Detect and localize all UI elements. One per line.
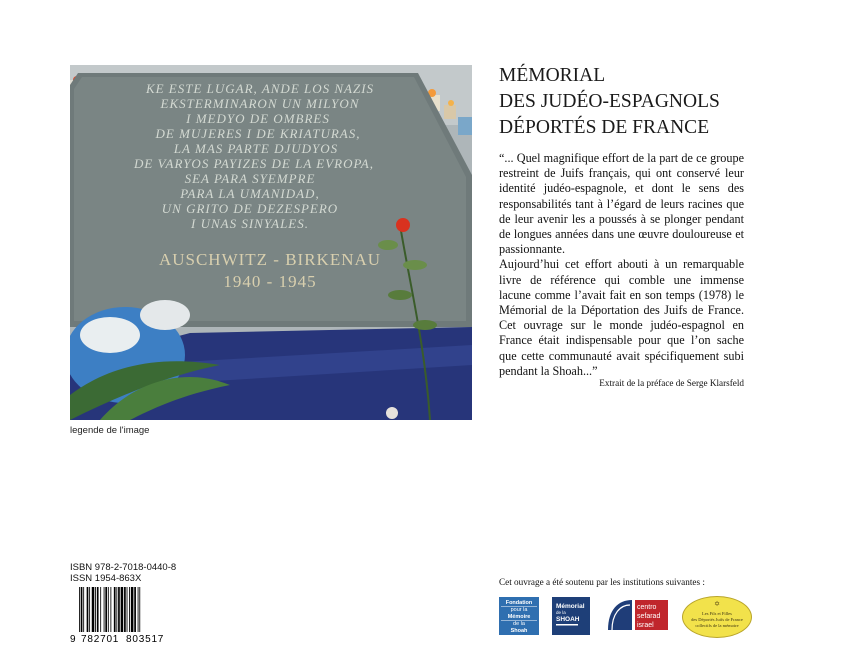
plaque-line: DE MUJERES I DE KRIATURAS, [155,126,361,141]
barcode-first-digit: 9 [70,634,76,643]
barcode-bar [87,587,89,632]
title-line: MÉMORIAL [499,65,606,86]
fondation-memoire-shoah-logo [499,597,539,635]
logo-text: Mémoire [507,614,531,620]
barcode-bar [114,587,116,632]
barcode-bar [104,587,105,632]
excerpt-paragraph: Aujourd’hui cet effort abouti à un remarquable livre de référence qui comble une immense lacune comme l’avait fait en son temps (1978) le Mémorial de la Déportation des Juifs de France. Cet ouvrage sur le monde judéo-espagnol en France était indispensable pour que l’on sache que cette communauté avait spécifiquement subi pendant la Shoah...” [499,257,744,378]
plaque-line: SEA PARA SYEMPRE [184,171,316,186]
logo-text: Mémorial [556,603,585,610]
fils-filles-deportes-logo [682,596,752,638]
barcode-bar [134,587,136,632]
preface-excerpt [499,151,744,379]
barcode-bar [129,587,130,632]
plaque-line: I MEDYO DE OMBRES [186,111,330,126]
isbn: ISBN 978-2-7018-0440-8 [70,562,177,573]
barcode-bar [81,587,83,632]
barcode-right-group: 803517 [126,634,165,643]
logo-text: collectifs de la mémoire [695,623,739,628]
plaque-line: LA MAS PARTE DJUDYOS [173,141,339,156]
barcode-bar [121,587,124,632]
plaque-line: I UNAS SINYALES. [190,216,310,231]
logo-text: SHOAH [556,616,580,623]
issn: ISSN 1954-863X [70,573,142,584]
barcode-bar [92,587,95,632]
plaque-line: PARA LA UMANIDAD, [180,186,320,201]
barcode-bar [95,587,96,632]
logo-text: des Déportés Juifs de France [691,617,743,622]
memorial-shoah-logo [552,597,590,635]
barcode-bar [127,587,128,632]
logo-text: sefarad [637,613,661,620]
barcode-bar [131,587,134,632]
barcode-bar [83,587,84,632]
logo-text: pour la [510,607,528,613]
barcode-bar [79,587,80,632]
logo-text: centro [637,604,657,611]
barcode-bar [116,587,117,632]
barcode-bar [110,587,111,632]
barcode [70,587,172,643]
barcode-bar [139,587,140,632]
barcode-bar [108,587,109,632]
logo-text: de la [513,621,525,627]
centro-sefarad-israel-logo [604,596,670,636]
title-line: DES JUDÉO-ESPAGNOLS [499,91,720,112]
barcode-bar [138,587,139,632]
barcode-bar [97,587,99,632]
plaque-line: EKSTERMINARON UN MILYON [160,96,360,111]
barcode-bar [100,587,101,632]
barcode-bar [89,587,90,632]
barcode-bar [105,587,107,632]
plaque-line: UN GRITO DE DEZESPERO [161,201,339,216]
plaque-place: AUSCHWITZ - BIRKENAU [158,250,382,269]
logo-text: Shoah [510,628,528,634]
barcode-bar [118,587,120,632]
logo-text: de la [556,610,566,615]
book-title [499,63,720,141]
logo-text: Les Fils et Filles [702,611,732,616]
plaque-years: 1940 - 1945 [223,272,317,291]
excerpt-paragraph: “... Quel magnifique effort de la part de ce groupe restreint de Juifs français, qui ont conservé leur identité judéo-espagnole, et dont le sens des responsabilités tant à l’égard de leurs racines que de leur avenir les a poussés à se plonger pendant de longues années dans une œuvre douloureuse et passionnante. [499,151,744,257]
barcode-bar [124,587,126,632]
logo-text: israel [637,622,654,629]
logo-text: Fondation [505,600,533,606]
plaque-line: DE VARYOS PAYIZES DE LA EVROPA, [134,156,374,171]
memorial-photo [70,65,472,420]
support-statement: Cet ouvrage a été soutenu par les institutions suivantes : [499,577,705,587]
barcode-left-group: 782701 [81,634,120,643]
isbn-block [70,562,176,584]
excerpt-credit: Extrait de la préface de Serge Klarsfeld [599,378,744,388]
title-line: DÉPORTÉS DE FRANCE [499,117,710,138]
star-icon: ✡ [714,600,720,608]
image-caption: legende de l'image [70,425,150,436]
plaque-line: KE ESTE LUGAR, ANDE LOS NAZIS [145,81,375,96]
